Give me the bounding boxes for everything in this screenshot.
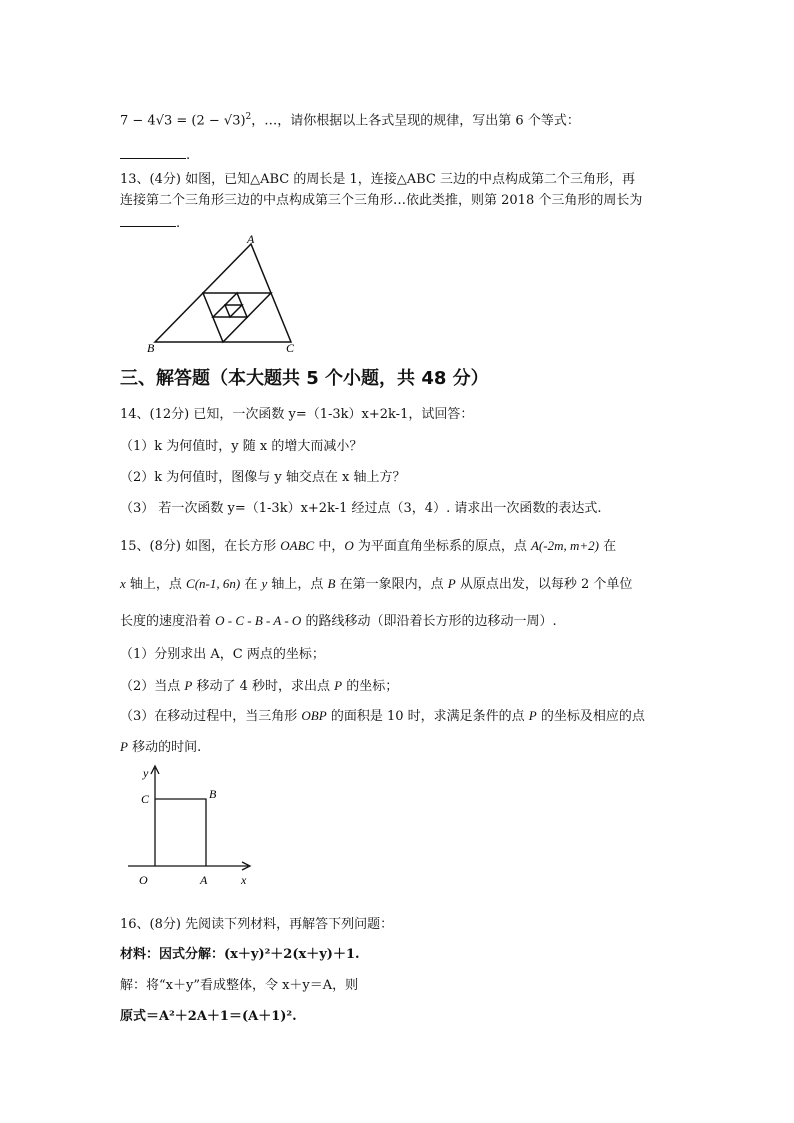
equation: 7 − 4√3 = (2 − √3) bbox=[120, 113, 246, 129]
label-o: O bbox=[139, 873, 148, 887]
label-c: C bbox=[286, 341, 295, 355]
q15-part1: （1）分别求出 A，C 两点的坐标； bbox=[120, 647, 325, 662]
q15-line3: 长度的速度沿着 O - C - B - A - O 的路线移动（即沿着长方形的边移动一周）. bbox=[120, 613, 557, 629]
q14-stem: 14、(12分) 已知，一次函数 y=（1-3k）x+2k-1，试回答： bbox=[120, 407, 474, 422]
label-y-axis: y bbox=[143, 766, 149, 780]
q14-part3: （3） 若一次函数 y=（1-3k）x+2k-1 经过点（3，4）. 请求出一次函数的表达式. bbox=[120, 501, 602, 516]
exponent: 2 bbox=[245, 112, 252, 122]
q15-line1: 15、(8分) 如图，在长方形 OABC 中，O 为平面直角坐标系的原点，点 A(-2m, m+2) 在 bbox=[120, 538, 617, 554]
q16-material: 材料：因式分解：(x＋y)²＋2(x＋y)＋1. bbox=[120, 947, 360, 962]
q14-part2: （2）k 为何值时，图像与 y 轴交点在 x 轴上方？ bbox=[120, 470, 406, 485]
q15-part3: （3）在移动过程中，当三角形 OBP 的面积是 10 时，求满足条件的点 P 的坐标及相应的点 bbox=[120, 708, 645, 724]
q16-result: 原式＝A²＋2A＋1＝(A＋1)². bbox=[120, 1009, 297, 1024]
q16-stem: 16、(8分) 先阅读下列材料，再解答下列问题： bbox=[120, 917, 394, 932]
q15-line2: x 轴上，点 C(n-1, 6n) 在 y 轴上，点 B 在第一象限内，点 P 从原点出发，以每秒 2 个单位 bbox=[120, 576, 633, 592]
label-b: B bbox=[209, 787, 217, 801]
period: . bbox=[186, 148, 191, 163]
q15-part3-cont: P 移动的时间. bbox=[120, 739, 202, 755]
label-a: A bbox=[200, 873, 208, 887]
label-b: B bbox=[147, 341, 155, 355]
q13-line2: 连接第二个三角形三边的中点构成第三个三角形…依此类推，则第 2018 个三角形的周长为 bbox=[120, 193, 643, 208]
q14-part1: （1）k 为何值时，y 随 x 的增大而减小？ bbox=[120, 439, 363, 454]
section-heading: 三、解答题（本大题共 5 个小题，共 48 分） bbox=[120, 368, 489, 389]
q13-line1: 13、(4分) 如图，已知△ABC 的周长是 1，连接△ABC 三边的中点构成第二个三角形，再 bbox=[120, 172, 636, 187]
period: . bbox=[176, 216, 181, 231]
q15-part2: （2）当点 P 移动了 4 秒时，求出点 P 的坐标； bbox=[120, 678, 399, 694]
pattern-prompt: ，…，请你根据以上各式呈现的规律，写出第 6 个等式： bbox=[251, 113, 580, 129]
q16-solution: 解：将“x＋y”看成整体，令 x＋y＝A，则 bbox=[120, 978, 359, 993]
label-a: A bbox=[247, 232, 255, 246]
label-x-axis: x bbox=[241, 873, 247, 887]
label-c: C bbox=[141, 792, 150, 806]
